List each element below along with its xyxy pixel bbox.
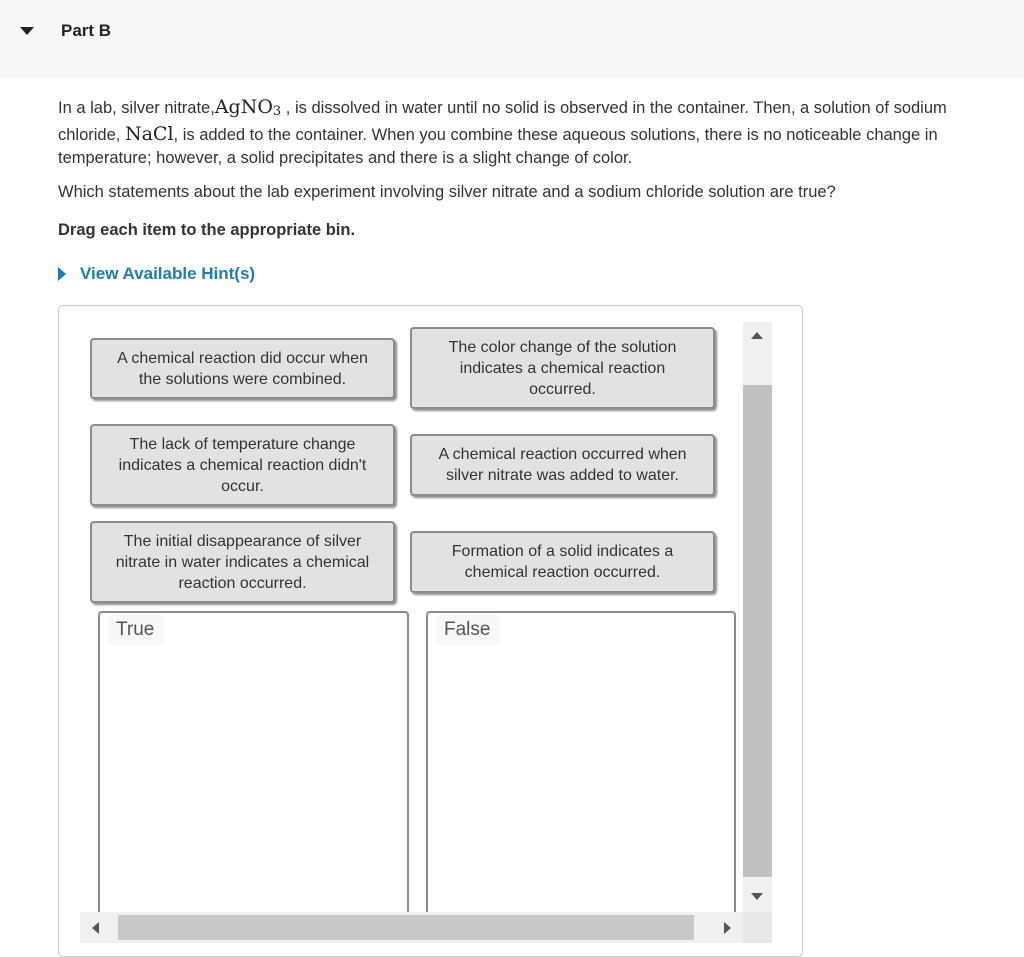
intro-text-1: In a lab, silver nitrate,: [58, 99, 215, 117]
formula-nacl: NaCl: [124, 123, 174, 145]
problem-intro: [58, 96, 1008, 170]
answer-tile[interactable]: The initial disappearance of silver nitrate in water indicates a chemical reaction occurred.: [90, 521, 395, 603]
part-header[interactable]: [0, 0, 1024, 79]
true-bin[interactable]: [98, 611, 409, 921]
scroll-right-arrow-icon[interactable]: [724, 922, 731, 934]
horizontal-scrollbar[interactable]: [80, 912, 743, 943]
question-text: Which statements about the lab experiment involving silver nitrate and a sodium chloride solution are true?: [58, 183, 836, 201]
vertical-scroll-thumb[interactable]: [743, 385, 772, 877]
view-hints-label: View Available Hint(s): [80, 264, 256, 283]
intro-text-3: , is added to the container. When you combine these aqueous solutions, there is no noticeable change in temperature; however, a solid precipitates and there is a slight change of color.: [58, 126, 938, 167]
scroll-left-arrow-icon[interactable]: [92, 922, 99, 934]
answer-tile[interactable]: The lack of temperature change indicates a chemical reaction didn't occur.: [90, 424, 395, 506]
false-bin[interactable]: [426, 611, 736, 921]
answer-tile[interactable]: A chemical reaction occurred when silver nitrate was added to water.: [410, 434, 715, 496]
vertical-scrollbar[interactable]: [743, 322, 772, 912]
part-title: Part B: [61, 21, 112, 40]
scrollbar-corner: [743, 912, 772, 943]
horizontal-scroll-thumb[interactable]: [118, 915, 694, 940]
view-hints-link[interactable]: [58, 264, 255, 284]
true-bin-label: True: [108, 615, 164, 645]
answer-tile[interactable]: A chemical reaction did occur when the solutions were combined.: [90, 338, 395, 399]
expand-triangle-icon: [58, 267, 66, 281]
scroll-up-arrow-icon[interactable]: [751, 332, 763, 339]
formula-agno3: AgNO$_3$: [214, 96, 282, 119]
intro-text-2: , is dissolved in water until no solid is observed in the container. Then, a solution of sodium chloride,: [58, 99, 947, 144]
false-bin-label: False: [436, 615, 500, 645]
instruction-text: Drag each item to the appropriate bin.: [58, 221, 356, 239]
answer-tile[interactable]: The color change of the solution indicates a chemical reaction occurred.: [410, 327, 715, 409]
answer-tile[interactable]: Formation of a solid indicates a chemical reaction occurred.: [410, 531, 715, 593]
scroll-down-arrow-icon[interactable]: [751, 893, 763, 900]
collapse-caret-icon[interactable]: [20, 27, 34, 35]
